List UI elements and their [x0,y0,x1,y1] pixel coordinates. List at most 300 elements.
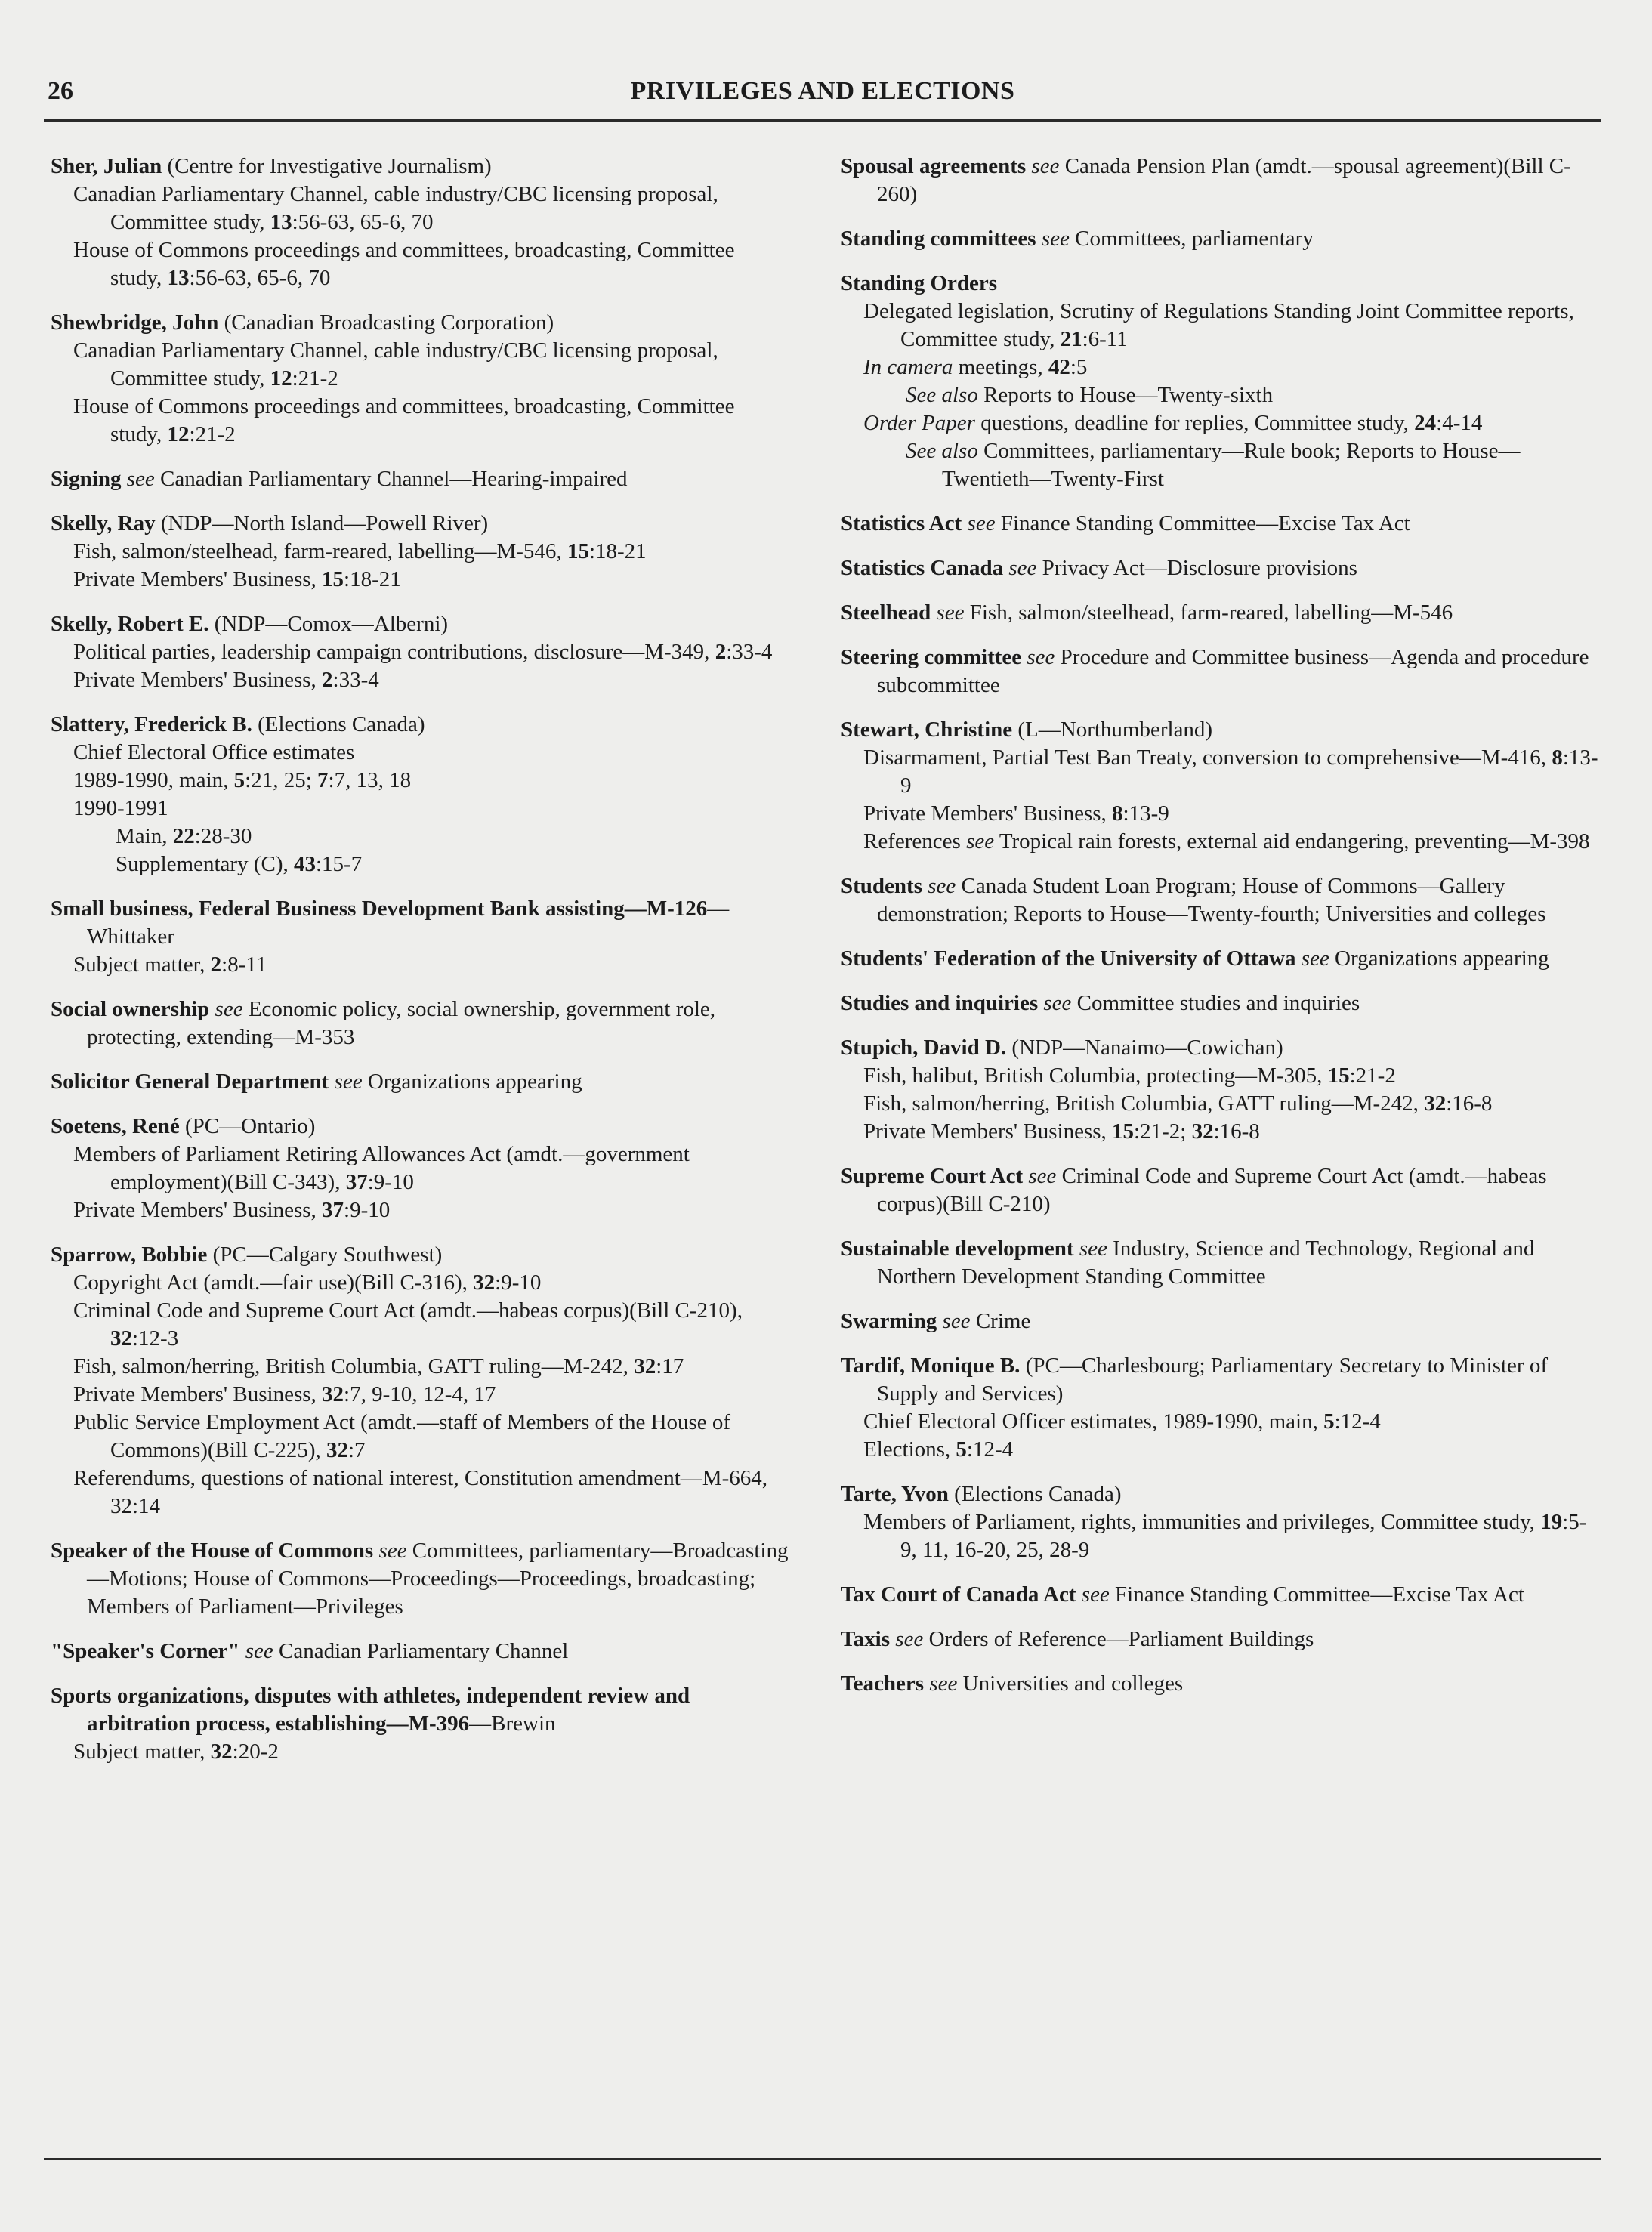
text-run: See also [906,383,978,407]
index-heading [51,1537,791,1621]
index-entry [841,1034,1600,1146]
text-run: :16-8 [1213,1119,1260,1144]
text-run: :5-9, 11, 16-20, 25, 28-9 [900,1510,1587,1562]
index-subentry [51,337,791,393]
text-run: (NDP—Nanaimo—Cowichan) [1006,1036,1283,1060]
index-entry [841,225,1600,253]
text-run: Private Members' Business, [863,1119,1113,1144]
index-subentry [841,1118,1600,1146]
text-run: Students [841,874,922,898]
text-run: Reports to House—Twenty-sixth [977,383,1274,407]
text-run: Tarte, Yvon [841,1482,949,1506]
index-entry [51,465,791,493]
text-run: 15 [1112,1119,1135,1144]
index-subentry [841,1062,1600,1090]
text-run: :9-10 [367,1170,414,1194]
text-run: 15 [567,539,589,563]
text-run: :12-3 [132,1326,179,1351]
text-run: Sustainable development [841,1236,1074,1261]
text-run: 2 [210,952,222,977]
text-run: :18-21 [344,567,401,591]
text-run: see [928,874,956,898]
index-heading [841,1352,1600,1408]
text-run [122,467,127,491]
index-heading [841,1625,1600,1653]
text-run: Tropical rain forests, external aid endangering, preventing—M-398 [994,829,1590,854]
text-run: Copyright Act (amdt.—fair use)(Bill C-316), [73,1270,474,1295]
index-entry [841,1670,1600,1698]
text-run: Private Members' Business, [73,1198,323,1222]
index-subentry [51,538,791,566]
text-run: 8 [1552,746,1563,770]
index-entry [841,1625,1600,1653]
text-run: Steelhead [841,600,931,625]
text-run: Procedure and Committee business—Agenda and procedure subcommittee [877,645,1589,697]
text-run: 42 [1048,355,1070,379]
text-run: (L—Northumberland) [1012,718,1213,742]
index-heading [841,716,1600,744]
text-run: 5 [233,768,245,792]
text-run: Taxis [841,1627,891,1651]
index-subentry [51,1465,791,1520]
text-run: Steering committee [841,645,1022,669]
text-run: :21-2 [1349,1064,1396,1088]
index-entry [51,1068,791,1096]
index-heading [841,1670,1600,1698]
text-run [1036,227,1042,251]
text-run: Stupich, David D. [841,1036,1007,1060]
text-run: 15 [322,567,344,591]
index-subentry [841,1508,1600,1564]
text-run [1296,946,1302,971]
text-run: (Elections Canada) [948,1482,1122,1506]
index-entry [51,711,791,878]
index-entry [841,153,1600,208]
text-run: Slattery, Frederick B. [51,712,252,736]
text-run: 32 [326,1438,348,1462]
text-run: Referendums, questions of national interest, Constitution amendment—M-664, 32:14 [73,1466,767,1518]
text-run: Private Members' Business, [73,567,323,591]
index-entry [841,599,1600,627]
text-run: :18-21 [588,539,647,563]
text-run: Industry, Science and Technology, Regional and Northern Development Standing Committee [877,1236,1535,1289]
index-subentry [51,739,791,767]
text-run: See also [906,439,978,463]
index-entry [841,872,1600,928]
text-run: :7, 13, 18 [328,768,412,792]
text-run: :16-8 [1446,1091,1493,1116]
text-run: see [929,1672,958,1696]
text-run: see [966,829,995,854]
page-number: 26 [48,77,73,105]
text-run: :12-4 [1334,1409,1381,1434]
text-run: 32 [110,1326,132,1351]
text-run: Swarming [841,1309,937,1333]
text-run: Solicitor General Department [51,1070,329,1094]
index-subentry [51,1353,791,1381]
index-subentry [51,566,791,594]
text-run [329,1070,334,1094]
index-heading [51,895,791,951]
text-run: Private Members' Business, [863,801,1113,826]
text-run: see [942,1309,971,1333]
index-subentry [51,236,791,292]
index-entry [51,895,791,979]
text-run: 2 [322,668,333,692]
text-run: Finance Standing Committee—Excise Tax Act [1109,1582,1524,1607]
index-entry [841,1581,1600,1609]
text-run [239,1639,245,1663]
text-run: Orders of Reference—Parliament Buildings [923,1627,1314,1651]
text-run: Universities and colleges [957,1672,1184,1696]
index-subentry [841,1090,1600,1118]
index-subentry [51,1269,791,1297]
text-run: :56-63, 65-6, 70 [292,210,434,234]
text-run: Delegated legislation, Scrutiny of Regulations Standing Joint Committee reports, Committee study, [863,299,1574,351]
index-heading [51,1241,791,1269]
index-subentry [51,1297,791,1353]
text-run: Tax Court of Canada Act [841,1582,1076,1607]
text-run: :21-2; [1134,1119,1192,1144]
text-run: questions, deadline for replies, Committee study, [974,411,1415,435]
index-subentry [51,767,791,795]
index-subentry [51,181,791,236]
text-run: In camera [863,355,953,379]
index-heading [51,610,791,638]
text-run: Social ownership [51,997,210,1021]
text-run: see [1079,1236,1107,1261]
index-heading [841,554,1600,582]
index-subentry [841,1436,1600,1464]
text-run: Sher, Julian [51,154,162,178]
index-subentry [841,353,1600,381]
text-run: —Brewin [469,1712,556,1736]
text-run: Canada Pension Plan (amdt.—spousal agreement)(Bill C-260) [877,154,1571,206]
text-run: Organizations appearing [1329,946,1549,971]
text-run: Fish, halibut, British Columbia, protecting—M-305, [863,1064,1328,1088]
text-run: :15-7 [315,852,363,876]
index-subentry [51,666,791,694]
index-column-left [51,153,791,1783]
index-entry [841,1162,1600,1218]
index-heading [51,1068,791,1096]
text-run: Order Paper [863,411,975,435]
index-heading [51,153,791,181]
text-run: 1990-1991 [73,796,168,820]
index-entry [841,1307,1600,1335]
text-run: 13 [167,266,190,290]
text-run: 43 [293,852,316,876]
index-subsubentry [51,823,791,851]
text-run: Chief Electoral Officer estimates, 1989-1990, main, [863,1409,1324,1434]
text-run: Students' Federation of the University of Ottawa [841,946,1296,971]
index-entry [841,716,1600,856]
text-run: see [1301,946,1329,971]
index-heading [841,599,1600,627]
text-run: Economic policy, social ownership, government role, protecting, extending—M-353 [87,997,716,1049]
text-run: see [967,511,996,536]
text-run [962,511,967,536]
text-run: 37 [322,1198,344,1222]
index-subentry [841,800,1600,828]
text-run: :7, 9-10, 12-4, 17 [344,1382,496,1406]
text-run: see [378,1539,407,1563]
text-run: see [1028,1164,1057,1188]
text-run: :56-63, 65-6, 70 [189,266,331,290]
text-run: Committee studies and inquiries [1071,991,1360,1015]
index-subentry [51,393,791,449]
index-subentry [841,1408,1600,1436]
index-heading [841,510,1600,538]
text-run: see [245,1639,273,1663]
text-run: :8-11 [221,952,267,977]
text-run: Soetens, René [51,1114,180,1138]
text-run: (PC—Ontario) [179,1114,316,1138]
index-subentry [51,1409,791,1465]
text-run: (PC—Calgary Southwest) [207,1243,443,1267]
text-run: :20-2 [232,1740,279,1764]
text-run: 32 [634,1354,656,1378]
text-run: Subject matter, [73,1740,211,1764]
index-heading [841,225,1600,253]
index-entry [841,945,1600,973]
index-entry [841,1480,1600,1564]
text-run: Supplementary (C), [116,852,294,876]
text-run: see [895,1627,924,1651]
text-run: 12 [270,366,292,391]
index-entry [51,610,791,694]
text-run: 8 [1112,801,1123,826]
index-subsubentry [841,381,1600,409]
text-run: :9-10 [495,1270,542,1295]
text-run: 32 [1191,1119,1214,1144]
text-run: Statistics Canada [841,556,1004,580]
index-subentry [51,795,791,823]
text-run: :21-2 [189,422,236,446]
index-entry [51,1241,791,1520]
text-run: 2 [715,640,727,664]
index-entry [51,996,791,1051]
text-run: Crime [970,1309,1031,1333]
text-run: Finance Standing Committee—Excise Tax Act [995,511,1410,536]
index-heading [51,1638,791,1666]
text-run: Criminal Code and Supreme Court Act (amdt.—habeas corpus)(Bill C-210), [73,1298,743,1323]
text-run: "Speaker's Corner" [51,1639,240,1663]
index-subentry [841,298,1600,353]
index-entry [841,1352,1600,1464]
text-run: Criminal Code and Supreme Court Act (amdt.—habeas corpus)(Bill C-210) [877,1164,1547,1216]
index-heading [51,1113,791,1141]
text-run: Chief Electoral Office estimates [73,740,355,764]
index-subentry [841,828,1600,856]
index-heading [841,1307,1600,1335]
index-heading [841,270,1600,298]
index-heading [841,989,1600,1017]
text-run: see [1043,991,1072,1015]
text-run: see [1041,227,1070,251]
text-run: :21-2 [292,366,338,391]
index-entry [51,1638,791,1666]
text-run: 37 [345,1170,368,1194]
text-run: Sparrow, Bobbie [51,1243,208,1267]
text-run: Sports organizations, disputes with athletes, independent review and arbitration process, establishing—M-396 [51,1684,690,1736]
text-run: Supreme Court Act [841,1164,1024,1188]
text-run: :4-14 [1436,411,1483,435]
index-entry [51,1537,791,1621]
text-run: see [126,467,155,491]
index-entry [841,644,1600,699]
text-run: Spousal agreements [841,154,1027,178]
index-heading [841,1480,1600,1508]
text-run: Skelly, Ray [51,511,156,536]
text-run: (NDP—Comox—Alberni) [208,612,449,636]
index-heading [841,872,1600,928]
text-run: Canadian Parliamentary Channel [273,1639,569,1663]
text-run: Members of Parliament Retiring Allowances Act (amdt.—government employment)(Bill C-343), [73,1142,690,1194]
index-heading [51,309,791,337]
text-run: 13 [270,210,292,234]
text-run: Studies and inquiries [841,991,1039,1015]
text-run: Speaker of the House of Commons [51,1539,374,1563]
text-run: 32 [1424,1091,1447,1116]
text-run: :13-9 [900,746,1598,798]
index-entry [51,153,791,292]
text-run: 5 [956,1437,967,1462]
index-subentry [841,409,1600,437]
text-run: see [936,600,965,625]
index-entry [841,510,1600,538]
text-run: Private Members' Business, [73,668,323,692]
text-run: Public Service Employment Act (amdt.—staff of Members of the House of Commons)(Bill C-225), [73,1410,731,1462]
index-heading [841,1581,1600,1609]
index-entry [51,309,791,449]
index-subentry [51,951,791,979]
text-run: Political parties, leadership campaign contributions, disclosure—M-349, [73,640,715,664]
text-run: (NDP—North Island—Powell River) [155,511,489,536]
text-run: see [1008,556,1037,580]
text-run: (Canadian Broadcasting Corporation) [218,310,554,335]
text-run: (Elections Canada) [252,712,425,736]
index-heading [841,1162,1600,1218]
text-run: :6-11 [1082,327,1128,351]
index-subsubentry [51,851,791,878]
text-run: :17 [656,1354,684,1378]
text-run: :9-10 [344,1198,391,1222]
text-run: Canadian Parliamentary Channel, cable industry/CBC licensing proposal, Committee study, [73,338,718,391]
text-run: Shewbridge, John [51,310,219,335]
text-run: Committees, parliamentary—Broadcasting—Motions; House of Commons—Proceedings—Proceedings, broadcasting; Members of Parliament—Privileges [87,1539,789,1619]
index-heading [51,510,791,538]
text-run: Privacy Act—Disclosure provisions [1036,556,1357,580]
text-run [937,1309,942,1333]
text-run: 19 [1540,1510,1563,1534]
index-heading [841,945,1600,973]
text-run [1076,1582,1082,1607]
text-run: 22 [172,824,195,848]
index-heading [51,711,791,739]
text-run: Canada Student Loan Program; House of Commons—Gallery demonstration; Reports to House—Twenty-fourth; Universities and colleges [877,874,1546,926]
text-run: see [1081,1582,1110,1607]
index-heading [51,465,791,493]
text-run: :33-4 [332,668,379,692]
text-run: Teachers [841,1672,925,1696]
text-run: Skelly, Robert E. [51,612,209,636]
index-column-right [841,153,1600,1715]
text-run: Private Members' Business, [73,1382,323,1406]
text-run: Fish, salmon/herring, British Columbia, GATT ruling—M-242, [863,1091,1425,1116]
text-run: 32 [322,1382,344,1406]
index-entry [841,270,1600,493]
text-run: House of Commons proceedings and committees, broadcasting, Committee study, [73,394,735,446]
text-run: 5 [1323,1409,1335,1434]
index-heading [51,996,791,1051]
index-entry [841,554,1600,582]
footer-rule [44,2158,1601,2160]
page-title: PRIVILEGES AND ELECTIONS [630,77,1015,105]
text-run: :28-30 [194,824,252,848]
text-run: see [334,1070,363,1094]
text-run: Tardif, Monique B. [841,1354,1021,1378]
index-entry [51,1682,791,1766]
text-run: Standing Orders [841,271,998,295]
text-run: 32 [473,1270,496,1295]
index-heading [841,644,1600,699]
text-run: Organizations appearing [362,1070,582,1094]
text-run: Canadian Parliamentary Channel, cable industry/CBC licensing proposal, Committee study, [73,182,718,234]
text-run: :13-9 [1122,801,1169,826]
text-run: :21, 25; [245,768,318,792]
text-run: Elections, [863,1437,956,1462]
text-run: House of Commons proceedings and committees, broadcasting, Committee study, [73,238,735,290]
index-subsubentry [841,437,1600,493]
page-header [44,74,1601,122]
index-subentry [51,638,791,666]
text-run: Signing [51,467,122,491]
text-run: :7 [347,1438,366,1462]
text-run: (PC—Charlesbourg; Parliamentary Secretary to Minister of Supply and Services) [877,1354,1548,1406]
text-run: Subject matter, [73,952,211,977]
text-run: Statistics Act [841,511,962,536]
text-run: Committees, parliamentary—Rule book; Reports to House—Twentieth—Twenty-First [942,439,1521,491]
text-run: see [215,997,243,1021]
index-subentry [51,1196,791,1224]
text-run: Disarmament, Partial Test Ban Treaty, conversion to comprehensive—M-416, [863,746,1552,770]
text-run: :5 [1070,355,1088,379]
text-run: 15 [1327,1064,1350,1088]
text-run: :12-4 [966,1437,1014,1462]
text-run [209,997,215,1021]
index-subentry [51,1381,791,1409]
text-run: Standing committees [841,227,1036,251]
text-run: 32 [210,1740,233,1764]
text-run: Fish, salmon/herring, British Columbia, GATT ruling—M-242, [73,1354,635,1378]
text-run: Stewart, Christine [841,718,1013,742]
text-run: Fish, salmon/steelhead, farm-reared, labelling—M-546, [73,539,567,563]
index-heading [841,153,1600,208]
text-run: 24 [1414,411,1437,435]
text-run: 1989-1990, main, [73,768,234,792]
text-run: Canadian Parliamentary Channel—Hearing-impaired [154,467,628,491]
index-heading [51,1682,791,1738]
index-entry [51,1113,791,1224]
index-entry [51,510,791,594]
text-run: :33-4 [726,640,773,664]
text-run: Committees, parliamentary [1069,227,1314,251]
text-run: see [1027,645,1055,669]
text-run: Main, [116,824,173,848]
text-run: (Centre for Investigative Journalism) [162,154,492,178]
index-heading [841,1235,1600,1291]
